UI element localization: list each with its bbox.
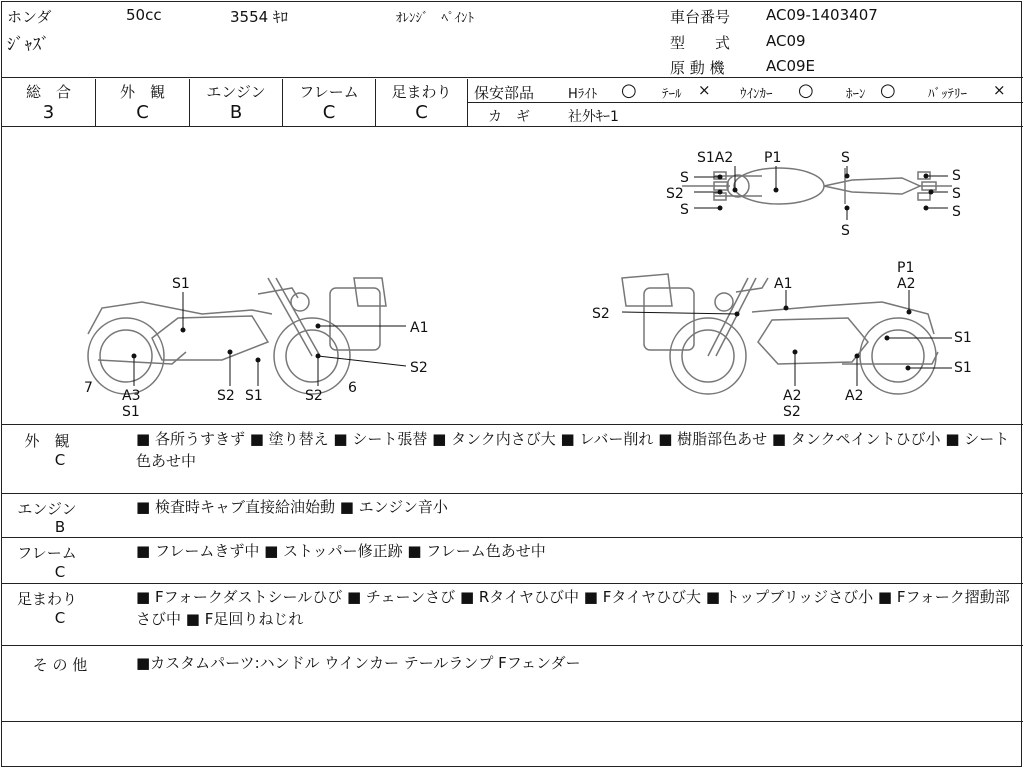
leader (622, 312, 737, 314)
notes-table (2, 426, 1023, 767)
note-grade: B (54, 518, 66, 536)
left-basket-top (354, 278, 386, 306)
safety-item-horn: ﾎｰﾝ (846, 87, 866, 102)
color: ｵﾚﾝｼﾞ ﾍﾟｲﾝﾄ (396, 11, 475, 26)
label-top-p1: P1 (764, 150, 782, 166)
grade-label: 総 合 (25, 83, 71, 101)
note-label: そ の 他 (32, 656, 88, 674)
top-seat-outline (824, 178, 920, 194)
mileage: 3554 ｷﾛ (230, 8, 288, 26)
diagram-labels (84, 150, 972, 420)
right-engine-block (758, 318, 868, 364)
key-label: カ ギ (488, 109, 530, 125)
label-right-s2-basket: S2 (592, 306, 610, 322)
label-left-s2-engine: S2 (217, 388, 235, 404)
label-right-s1-upper: S1 (954, 330, 972, 346)
grade-value: C (322, 102, 336, 123)
label-top-s-right2: S (952, 186, 961, 202)
safety-item-battery: ﾊﾞｯﾃﾘｰ (928, 87, 967, 102)
note-label: 足まわり (16, 590, 77, 608)
note-row-other (2, 646, 1023, 722)
label-left-s1-seat: S1 (172, 276, 190, 292)
label-top-s-upper: S (841, 150, 850, 166)
safety-mark-battery: × (993, 81, 1006, 99)
label-right-s1-lower: S1 (954, 360, 972, 376)
safety-mark-tail: × (698, 81, 711, 99)
maker: ホンダ (7, 8, 52, 26)
label-top-s-left3: S (680, 202, 689, 218)
header-block (2, 2, 1023, 78)
note-text: ■ Fフォークダストシールひび ■ チェーンさび ■ Rタイヤひび中 ■ Fタイヤひび大 ■ トップブリッジさび小 ■ Fフォーク摺動部さび中 ■ F足回りねじれ (136, 588, 1010, 628)
label-top-s1a2: S1A2 (697, 150, 734, 166)
grade-value: C (415, 102, 428, 123)
label-left-s1-engine: S1 (245, 388, 263, 404)
left-headlight (291, 293, 309, 311)
label-left-7: 7 (84, 380, 93, 396)
note-label: 外 観 (24, 432, 70, 450)
right-basket-top (622, 274, 672, 306)
type-value: AC09 (766, 32, 806, 50)
grade-label: フレーム (299, 83, 359, 101)
note-text: ■ 各所うすきず ■ 塗り替え ■ シート張替 ■ タンク内さび大 ■ レバー削れ ■ 樹脂部色あせ ■ タンクペイントひび小 ■ シート色あせ中 (136, 430, 1010, 470)
grade-suspension (376, 79, 468, 127)
grade-label: 外 観 (119, 83, 165, 101)
safety-parts (468, 79, 1023, 127)
grade-table (2, 79, 1023, 127)
grade-frame (283, 79, 376, 127)
safety-mark-headlight: ○ (621, 80, 637, 101)
label-top-s-lower: S (841, 223, 850, 239)
note-text: ■ フレームきず中 ■ ストッパー修正跡 ■ フレーム色あせ中 (136, 542, 546, 560)
engine-label: 原 動 機 (670, 59, 725, 77)
safety-row (468, 79, 1023, 103)
label-left-6: 6 (348, 380, 357, 396)
left-view-bike (88, 278, 386, 394)
grade-overall (2, 79, 96, 127)
grade-value: C (136, 102, 149, 123)
label-top-s-right3: S (952, 204, 961, 220)
left-rear-wheel-inner (100, 330, 152, 382)
grade-label: 足まわり (391, 83, 452, 101)
left-exhaust (98, 352, 186, 364)
frame-no-label: 車台番号 (670, 8, 731, 26)
safety-item-headlight: Hﾗｲﾄ (568, 87, 598, 102)
label-right-a1: A1 (774, 276, 793, 292)
top-view-bike (682, 168, 952, 204)
label-right-a2-tank: A2 (897, 276, 916, 292)
grade-value: 3 (42, 102, 55, 123)
safety-item-tail: ﾃｰﾙ (662, 87, 682, 102)
grade-label: エンジン (206, 83, 266, 101)
leader (318, 356, 406, 366)
label-top-s-right1: S (952, 168, 961, 184)
note-row-suspension (2, 584, 1023, 646)
note-row-exterior (2, 426, 1023, 494)
displacement: 50cc (126, 6, 162, 24)
inspection-sheet (1, 1, 1022, 767)
grade-value: B (229, 102, 243, 123)
label-left-a1: A1 (410, 320, 429, 336)
damage-dots (132, 174, 934, 371)
damage-diagram (2, 128, 1023, 425)
label-right-s2-engine: S2 (783, 404, 801, 420)
label-right-p1: P1 (897, 260, 915, 276)
right-headlight (715, 293, 733, 311)
safety-item-winker: ｳｲﾝｶｰ (740, 87, 773, 102)
note-grade: C (54, 563, 66, 581)
motorcycle-diagrams (2, 128, 1023, 425)
label-left-s2-wheel: S2 (410, 360, 428, 376)
model-name: ｼﾞｬｽﾞ (7, 35, 50, 55)
frame-no: AC09-1403407 (766, 6, 878, 24)
label-left-s1-bottom: S1 (122, 404, 140, 420)
top-rear-winker-right (918, 193, 930, 200)
note-grade: C (54, 451, 66, 469)
key-value: 社外ｷｰ1 (568, 109, 619, 125)
leader-lines (134, 166, 952, 386)
top-tank-outline (734, 168, 824, 204)
left-engine-block (152, 316, 268, 360)
type-label: 型 式 (670, 34, 731, 52)
note-label: フレーム (17, 544, 77, 562)
note-row-frame (2, 538, 1023, 584)
note-row-engine (2, 494, 1023, 538)
label-right-a2-exhaust: A2 (845, 388, 864, 404)
safety-mark-horn: ○ (880, 80, 896, 101)
left-front-basket (330, 288, 380, 350)
note-label: エンジン (17, 500, 77, 518)
safety-label: 保安部品 (474, 84, 535, 102)
note-text: ■カスタムパーツ:ハンドル ウインカー テールランプ Fフェンダー (136, 654, 581, 672)
grade-engine (190, 79, 283, 127)
label-left-a3: A3 (122, 388, 141, 404)
label-left-s2-fork: S2 (305, 388, 323, 404)
key-row (468, 103, 1023, 127)
note-grade: C (54, 609, 66, 627)
grade-exterior (96, 79, 190, 127)
note-text: ■ 検査時キャブ直接給油始動 ■ エンジン音小 (136, 498, 448, 516)
label-top-s2: S2 (666, 186, 684, 202)
right-view-bike (622, 274, 938, 394)
label-top-s-left1: S (680, 170, 689, 186)
safety-mark-winker: ○ (798, 80, 814, 101)
label-right-a2-engine: A2 (783, 388, 802, 404)
engine-value: AC09E (766, 57, 816, 75)
